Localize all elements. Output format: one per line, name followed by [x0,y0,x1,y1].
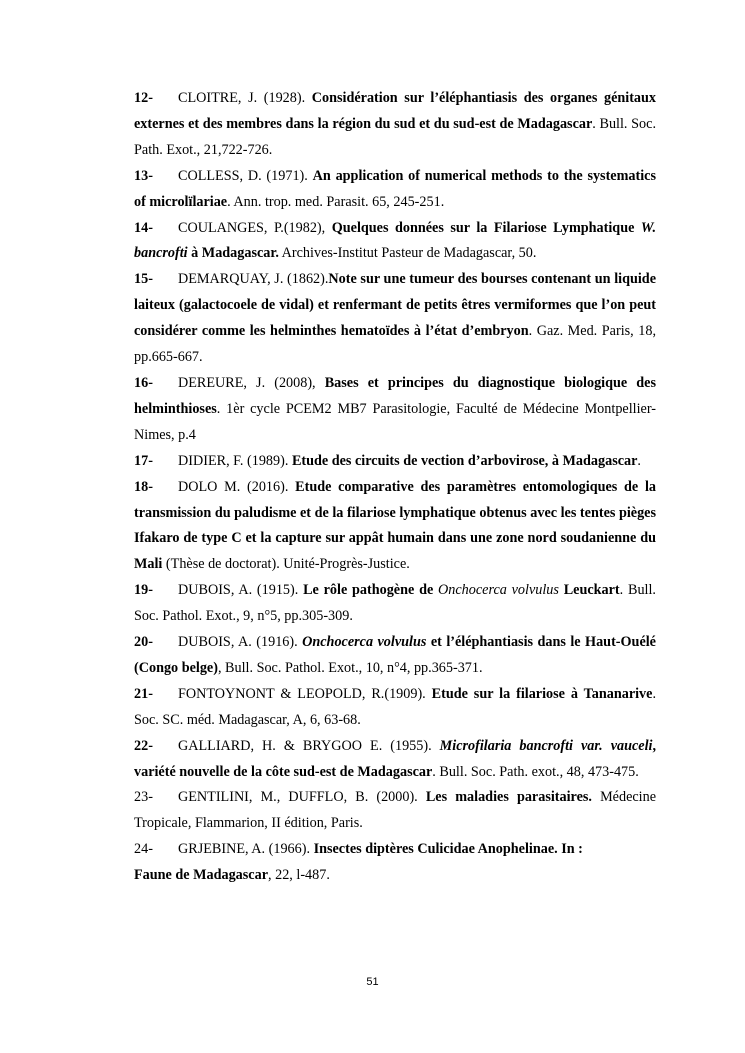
reference-text: . Bull. Soc. Path. Exot., 21,722-726. [134,115,656,158]
reference-number: 18- [134,478,153,495]
reference-text: COULANGES, P.(1982), [178,219,332,236]
reference-number: 21- [134,685,153,702]
reference-number: 19- [134,582,153,599]
reference-item [134,475,656,579]
reference-text: DUBOIS, A. (1915). [178,582,304,599]
reference-text: DOLO M. (2016). [178,478,296,495]
reference-item [134,267,656,371]
reference-text: . Soc. SC. méd. Madagascar, A, 6, 63-68. [134,685,656,728]
reference-text: Le rôle pathogène de [303,582,439,599]
reference-text: FONTOYNONT & LEOPOLD, R.(1909). [178,685,432,702]
reference-text: Etude comparative des paramètres entomologiques de la transmission du paludisme et de la filariose lymphatique obtenus avec les tentes pièges Ifakaro de type C et la capture sur appât humain dans une zone nord soudanienne du Mali [134,478,656,573]
reference-item [134,86,656,164]
reference-number: 15- [134,271,153,288]
reference-number: 16- [134,374,153,391]
reference-text: Médecine Tropicale, Flammarion, II édition, Paris. [134,789,656,832]
reference-number: 20- [134,634,153,651]
reference-text: COLLESS, D. (1971). [178,167,313,184]
reference-item [134,837,656,889]
reference-text: . Gaz. Med. Paris, 18, pp.665-667. [134,323,656,366]
reference-text: Leuckart [558,582,620,599]
reference-text: CLOITRE, J. (1928). [178,90,312,106]
page-number: 51 [366,976,379,988]
reference-text: W. bancrofti [134,219,656,262]
reference-text: Quelques données sur la Filariose Lymphatique [331,219,641,236]
reference-text: Onchocerca volvulus [302,634,427,651]
reference-item [134,216,656,268]
reference-text: Les maladies parasitaires. [425,789,592,806]
reference-item [134,785,656,837]
reference-item [134,630,656,682]
reference-text: Faune de Madagascar [134,867,268,884]
reference-item [134,734,656,786]
reference-text: Archives-Institut Pasteur de Madagascar, 50. [278,245,537,262]
reference-text: , Bull. Soc. Pathol. Exot., 10, n°4, pp.365-371. [217,659,483,676]
reference-text: DEMARQUAY, J. (1862). [178,271,329,288]
reference-item [134,371,656,449]
reference-text: Insectes diptères Culicidae Anophelinae. In : [313,841,583,858]
reference-text: . [637,452,641,469]
reference-text: DEREURE, J. (2008), [178,374,325,391]
reference-number: 13- [134,167,153,184]
reference-number: 12- [134,90,153,106]
reference-text: Considération sur l’éléphantiasis des organes génitaux externes et des membres dans la région du sud et du sud-est de Madagascar [134,90,656,132]
reference-text: GALLIARD, H. & BRYGOO E. (1955). [178,737,440,754]
reference-text: . 1èr cycle PCEM2 MB7 Parasitologie, Faculté de Médecine Montpellier-Nimes, p.4 [134,400,656,443]
reference-item [134,449,656,475]
reference-text: Note sur une tumeur des bourses contenant un liquide laiteux (galactocoele de vidal) et renfermant de petits êtres vermiformes que l’on peut considérer comme les helminthes hematoïdes à l’état d’embryon [134,271,656,340]
reference-text: GENTILINI, M., DUFFLO, B. (2000). [178,789,426,806]
reference-text: Onchocerca volvulus [438,582,559,599]
reference-text: , 22, l-487. [268,867,330,884]
reference-text: DUBOIS, A. (1916). [178,634,303,651]
reference-text: (Thèse de doctorat). Unité-Progrès-Justice. [162,556,410,573]
reference-text: An application of numerical methods to the systematics of microlïlariae [134,167,656,210]
reference-text: Etude des circuits de vection d’arbovirose, à Madagascar [291,452,638,469]
reference-item [134,578,656,630]
reference-list [134,86,656,889]
reference-text: DIDIER, F. (1989). [178,452,292,469]
reference-text: Bases et principes du diagnostique biologique des helminthioses [134,374,657,417]
reference-text: Etude sur la filariose à Tananarive [431,685,653,702]
reference-number: 24- [134,841,153,858]
reference-text: et l’éléphantiasis dans le Haut-Ouélé (Congo belge) [134,634,656,676]
reference-number: 17- [134,452,153,469]
reference-text: . Ann. trop. med. Parasit. 65, 245-251. [227,193,445,210]
reference-number: 23- [134,789,153,806]
reference-text: à Madagascar. [187,245,279,262]
reference-text: Microfilaria bancrofti var. vauceli [439,737,653,754]
reference-item [134,682,656,734]
reference-item [134,164,656,216]
reference-number: 14- [134,219,153,236]
reference-text: . Bull. Soc. Pathol. Exot., 9, n°5, pp.305-309. [134,582,656,625]
reference-text: . Bull. Soc. Path. exot., 48, 473-475. [432,763,639,780]
reference-text: GRJEBINE, A. (1966). [178,841,314,858]
reference-text: , variété nouvelle de la côte sud-est de Madagascar [134,737,656,780]
reference-number: 22- [134,737,153,754]
